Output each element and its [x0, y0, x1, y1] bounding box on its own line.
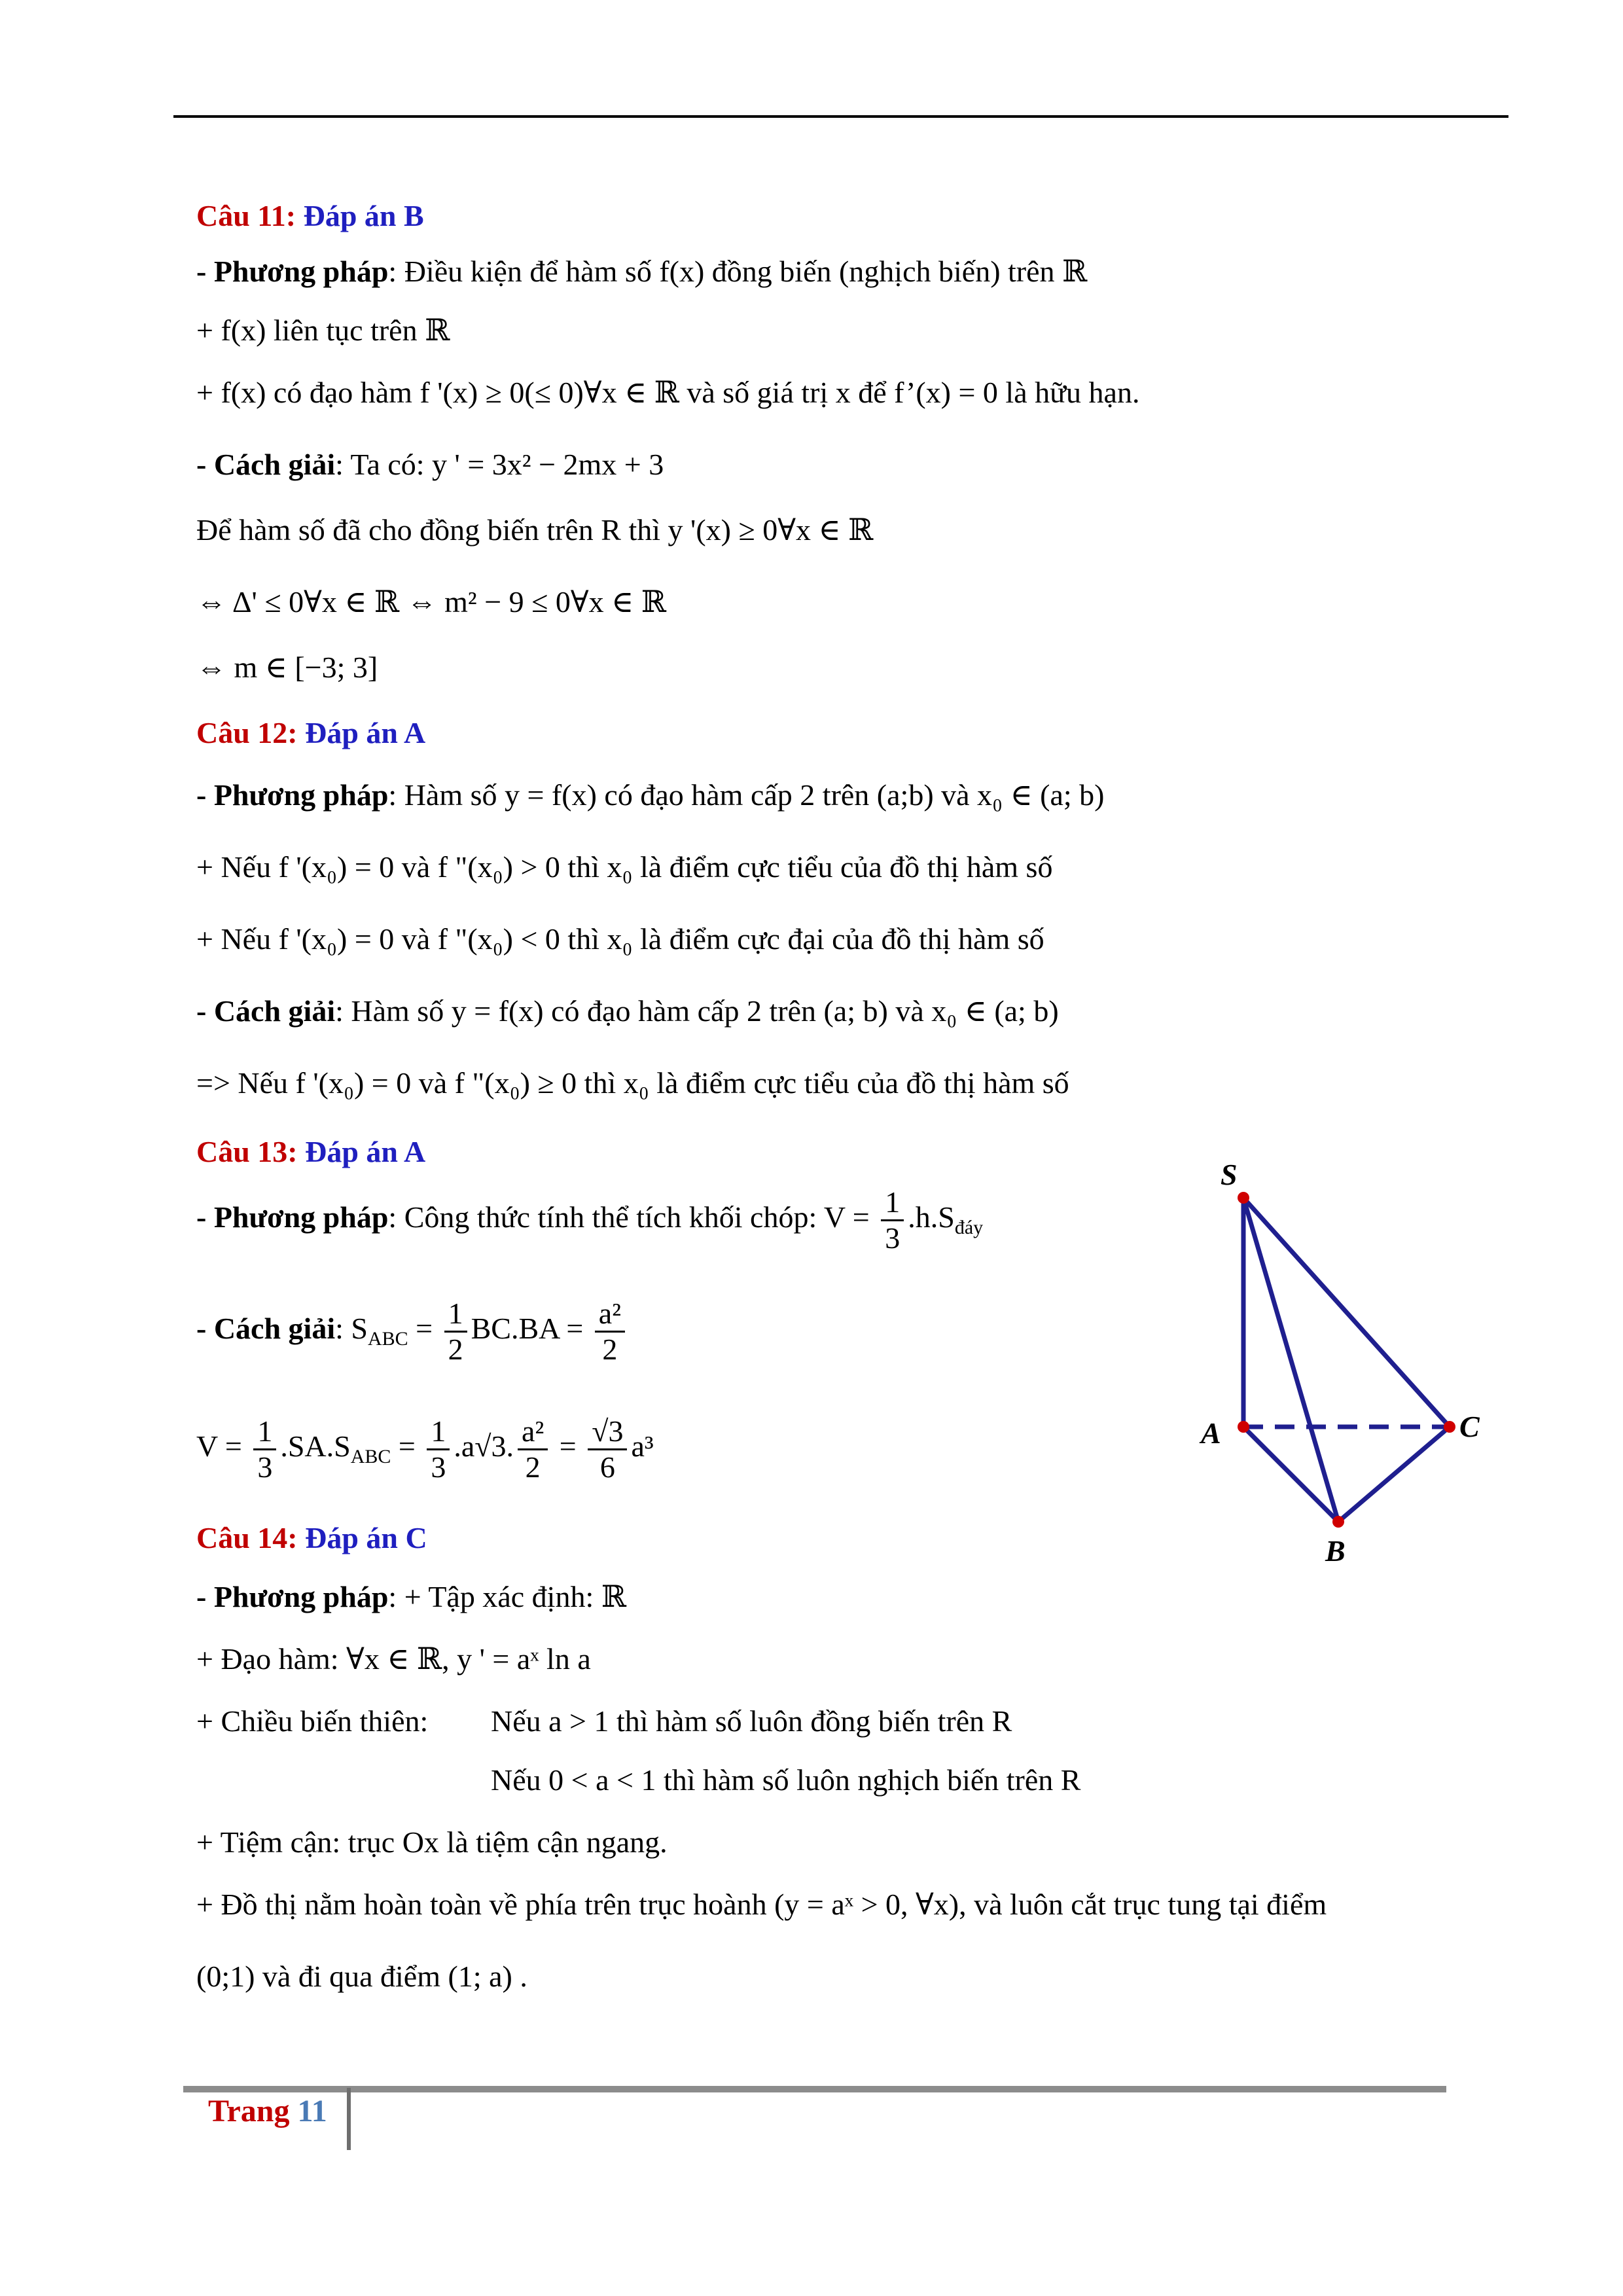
header-rule — [173, 115, 1508, 118]
q13-solution-mid: BC.BA = — [471, 1312, 591, 1345]
fraction-denominator: 3 — [885, 1221, 901, 1255]
q12-answer: Đáp án A — [305, 716, 426, 749]
q13-vol-tail: a³ — [631, 1429, 654, 1463]
q12-solution-text: : Hàm số y = f(x) có đạo hàm cấp 2 trên (a; b) và x₀ ∈ (a; b) — [335, 994, 1059, 1028]
q11-step2: ⇔ Δ' ≤ 0∀x ∈ ℝ ⇔ m² − 9 ≤ 0∀x ∈ ℝ — [196, 585, 666, 619]
q13-vol-fraction1 — [253, 1414, 276, 1484]
q11-solution-text: : Ta có: y ' = 3x² − 2mx + 3 — [335, 448, 664, 481]
q12-solution-label: - Cách giải — [196, 994, 336, 1028]
q14-graph2: (0;1) và đi qua điểm (1; a) . — [196, 1960, 527, 1993]
vertex-b — [1332, 1516, 1344, 1528]
q11-solution — [196, 445, 664, 484]
q14-asymptote: + Tiệm cận: trục Ox là tiệm cận ngang. — [196, 1825, 668, 1859]
q13-answer: Đáp án A — [305, 1135, 426, 1168]
q11-title: Câu 11: — [196, 199, 296, 232]
q11-step3: ⇔ m ∈ [−3; 3] — [196, 651, 378, 684]
q14-deriv: + Đạo hàm: ∀x ∈ ℝ, y ' = aˣ ln a — [196, 1642, 591, 1676]
q14-variation1: Nếu a > 1 thì hàm số luôn đồng biến trên R — [491, 1704, 1012, 1738]
vertex-c — [1444, 1421, 1455, 1433]
page-number — [208, 2093, 327, 2129]
fraction-denominator: 2 — [525, 1450, 541, 1484]
q14-heading — [196, 1518, 427, 1558]
q13-heading — [196, 1132, 425, 1172]
fraction-denominator: 2 — [448, 1332, 463, 1366]
q14-graph1: + Đồ thị nằm hoàn toàn về phía trên trục hoành (y = aˣ > 0, ∀x), và luôn cắt trục tung tại điểm — [196, 1888, 1327, 1921]
vertex-s — [1238, 1192, 1249, 1204]
q13-solution-text: : S — [335, 1312, 368, 1345]
fraction-numerator: 1 — [253, 1414, 276, 1450]
fraction-denominator: 2 — [602, 1332, 618, 1366]
q13-vol-lhs: V = — [196, 1429, 250, 1463]
q12-method-label: - Phương pháp — [196, 778, 389, 812]
q13-title: Câu 13: — [196, 1135, 298, 1168]
q12-method-text: : Hàm số y = f(x) có đạo hàm cấp 2 trên (a;b) và x₀ ∈ (a; b) — [388, 778, 1105, 812]
q14-answer: Đáp án C — [305, 1521, 427, 1554]
fraction-numerator: 1 — [444, 1297, 467, 1333]
q14-variation-label: + Chiều biến thiên: — [196, 1704, 429, 1738]
q13-vol-fraction3 — [518, 1414, 548, 1484]
q13-vol-part2: .a√3. — [454, 1429, 514, 1463]
label-a: A — [1201, 1416, 1221, 1450]
q14-method-text: : + Tập xác định: ℝ — [388, 1580, 626, 1613]
q13-solution — [196, 1293, 629, 1375]
q13-method-tail: .h.S — [908, 1200, 955, 1234]
fraction-numerator: a² — [595, 1297, 625, 1333]
edge-bc — [1338, 1427, 1450, 1522]
q13-vol-eq2: = — [552, 1429, 584, 1463]
q12-title: Câu 12: — [196, 716, 298, 749]
q11-method-label: - Phương pháp — [196, 255, 389, 288]
footer-divider — [347, 2088, 351, 2150]
q13-solution-label: - Cách giải — [196, 1312, 336, 1345]
label-s: S — [1221, 1158, 1238, 1191]
label-c: C — [1459, 1410, 1480, 1443]
q14-method-label: - Phương pháp — [196, 1580, 389, 1613]
q13-volume — [196, 1407, 654, 1496]
q13-solution-fraction — [444, 1297, 467, 1367]
q13-method — [196, 1185, 983, 1261]
q12-conclusion: => Nếu f '(x₀) = 0 và f "(x₀) ≥ 0 thì x₀ là điểm cực tiểu của đồ thị hàm số — [196, 1066, 1069, 1100]
edge-sc — [1243, 1198, 1450, 1427]
q14-method — [196, 1577, 626, 1617]
fraction-numerator: √3 — [588, 1414, 627, 1450]
fraction-denominator: 3 — [431, 1450, 446, 1484]
page-label: Trang — [208, 2094, 290, 2128]
q11-cond2: + f(x) có đạo hàm f '(x) ≥ 0(≤ 0)∀x ∈ ℝ và số giá trị x để f’(x) = 0 là hữu hạn. — [196, 376, 1140, 409]
q12-cond2: + Nếu f '(x₀) = 0 và f "(x₀) < 0 thì x₀ là điểm cực đại của đồ thị hàm số — [196, 922, 1044, 956]
q12-cond1: + Nếu f '(x₀) = 0 và f "(x₀) > 0 thì x₀ là điểm cực tiểu của đồ thị hàm số — [196, 850, 1053, 884]
q11-answer: Đáp án B — [303, 199, 424, 232]
q13-vol-part1: .SA.S — [280, 1429, 351, 1463]
fraction-denominator: 6 — [599, 1450, 615, 1484]
q11-step1: Để hàm số đã cho đồng biến trên R thì y '(x) ≥ 0∀x ∈ ℝ — [196, 513, 874, 547]
q13-method-fraction — [881, 1185, 904, 1255]
footer-rule — [183, 2086, 1446, 2092]
q13-method-text: : Công thức tính thể tích khối chóp: V = — [388, 1200, 878, 1234]
pyramid-figure — [1191, 1152, 1505, 1577]
q13-solution-eq: = — [408, 1312, 440, 1345]
fraction-numerator: 1 — [881, 1185, 904, 1221]
q13-vol-sub: ABC — [350, 1446, 391, 1468]
q12-method — [196, 776, 1104, 815]
q11-method-text: : Điều kiện để hàm số f(x) đồng biến (nghịch biến) trên ℝ — [388, 255, 1088, 288]
q11-cond1: + f(x) liên tục trên ℝ — [196, 314, 450, 347]
fraction-numerator: 1 — [427, 1414, 450, 1450]
q14-variation2: Nếu 0 < a < 1 thì hàm số luôn nghịch biến trên R — [491, 1763, 1081, 1797]
fraction-numerator: a² — [518, 1414, 548, 1450]
q11-method — [196, 252, 1087, 291]
q12-heading — [196, 713, 425, 753]
q13-vol-eq1: = — [391, 1429, 423, 1463]
q13-method-label: - Phương pháp — [196, 1200, 389, 1234]
q13-solution-fraction2 — [595, 1297, 625, 1367]
q12-solution — [196, 992, 1059, 1031]
fraction-denominator: 3 — [257, 1450, 273, 1484]
q14-title: Câu 14: — [196, 1521, 298, 1554]
vertex-a — [1238, 1421, 1249, 1433]
q13-vol-fraction4 — [588, 1414, 627, 1484]
q13-method-sub: đáy — [954, 1217, 984, 1239]
page-value: 11 — [297, 2094, 327, 2128]
q13-solution-sub: ABC — [367, 1328, 408, 1350]
q13-vol-fraction2 — [427, 1414, 450, 1484]
q11-heading — [196, 196, 424, 236]
q11-solution-label: - Cách giải — [196, 448, 336, 481]
label-b: B — [1325, 1534, 1346, 1568]
